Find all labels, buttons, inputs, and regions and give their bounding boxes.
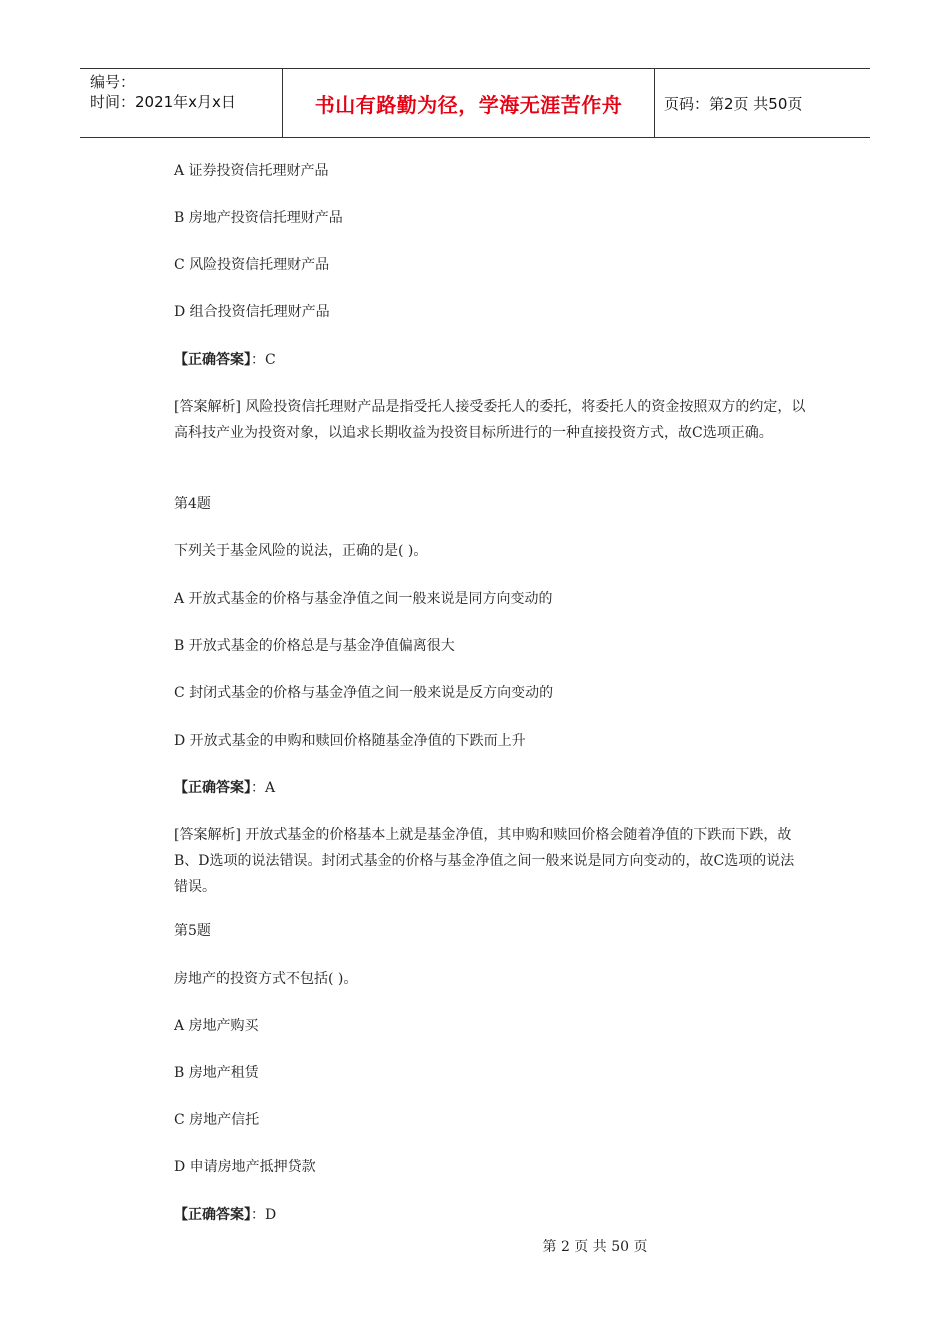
q3-option-b: B 房地产投资信托理财产品 xyxy=(174,210,343,226)
q5-title: 第5题 xyxy=(174,923,211,939)
q4-option-c: C 封闭式基金的价格与基金净值之间一般来说是反方向变动的 xyxy=(174,685,554,701)
page-header xyxy=(80,68,870,138)
q5-option-c: C 房地产信托 xyxy=(174,1112,260,1128)
answer-label: 【正确答案】 xyxy=(174,352,251,368)
time-label: 时间：2021年x月x日 xyxy=(90,93,236,111)
header-divider xyxy=(654,69,655,137)
q4-answer xyxy=(174,775,275,801)
header-motto: 书山有路勤为径，学海无涯苦作舟 xyxy=(314,92,623,117)
q3-option-a: A 证券投资信托理财产品 xyxy=(174,163,329,179)
q4-option-a: A 开放式基金的价格与基金净值之间一般来说是同方向变动的 xyxy=(174,591,553,607)
q3-analysis: [答案解析] 风险投资信托理财产品是指受托人接受委托人的委托，将委托人的资金按照双方的约定，以高科技产业为投资对象，以追求长期收益为投资目标所进行的一种直接投资方式，故C选项正确。 xyxy=(174,399,806,441)
answer-label: 【正确答案】 xyxy=(174,780,251,796)
answer-value: ：A xyxy=(251,780,276,796)
q4-title: 第4题 xyxy=(174,496,211,512)
header-page-info: 页码：第2页 共50页 xyxy=(664,94,803,113)
q3-option-c: C 风险投资信托理财产品 xyxy=(174,257,330,273)
answer-value: ：D xyxy=(251,1207,277,1223)
q5-option-a: A 房地产购买 xyxy=(174,1018,259,1034)
header-meta xyxy=(90,72,280,112)
q3-option-d: D 组合投资信托理财产品 xyxy=(174,304,330,320)
q4-option-b: B 开放式基金的价格总是与基金净值偏离很大 xyxy=(174,638,455,654)
q5-answer xyxy=(174,1202,276,1228)
q5-stem: 房地产的投资方式不包括( )。 xyxy=(174,971,358,987)
page-footer: 第 2 页 共 50 页 xyxy=(542,1239,648,1255)
q4-option-d: D 开放式基金的申购和赎回价格随基金净值的下跌而上升 xyxy=(174,733,526,749)
q4-analysis: [答案解析] 开放式基金的价格基本上就是基金净值，其申购和赎回价格会随着净值的下跌而下跌，故B、D选项的说法错误。封闭式基金的价格与基金净值之间一般来说是同方向变动的，故C选项的说法错误。 xyxy=(174,827,795,895)
answer-label: 【正确答案】 xyxy=(174,1207,251,1223)
q3-answer xyxy=(174,347,276,373)
q4-stem: 下列关于基金风险的说法，正确的是( )。 xyxy=(174,543,428,559)
number-label: 编号： xyxy=(90,73,136,91)
q5-option-b: B 房地产租赁 xyxy=(174,1065,259,1081)
q5-option-d: D 申请房地产抵押贷款 xyxy=(174,1159,316,1175)
answer-value: ：C xyxy=(251,352,276,368)
